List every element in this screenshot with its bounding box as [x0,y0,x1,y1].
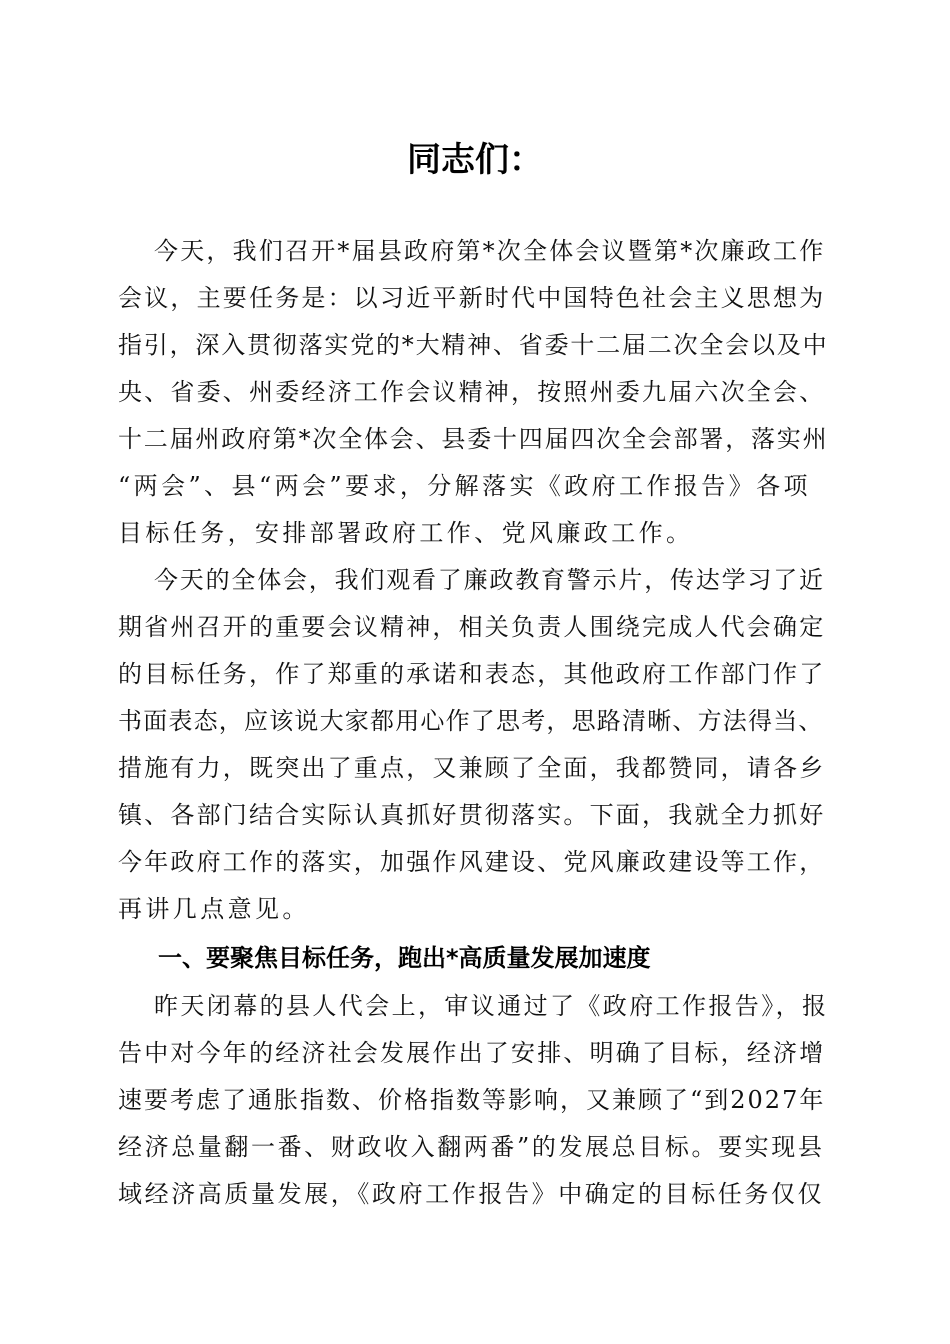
text-line: 再讲几点意见。 [118,895,310,923]
text-line: 镇、各部门结合实际认真抓好贯彻落实。下面，我就全力抓好 [118,801,826,829]
text-line: 目标任务，安排部署政府工作、党风廉政工作。 [118,519,694,547]
text-line: 告中对今年的经济社会发展作出了安排、明确了目标，经济增 [118,1039,826,1067]
text-line: 今天，我们召开*届县政府第*次全体会议暨第*次廉政工作 [154,237,826,265]
paragraph-2 [118,557,824,933]
text-line: 指引，深入贯彻落实党的*大精神、省委十二届二次全会以及中 [118,331,829,359]
document-title: 同志们： [407,140,543,180]
paragraph-1 [118,228,829,557]
text-line: 书面表态，应该说大家都用心作了思考，思路清晰、方法得当、 [118,707,824,735]
text-line: 期省州召开的重要会议精神，相关负责人围绕完成人代会确定 [118,613,826,641]
section-heading: 一、要聚焦目标任务，跑出*高质量发展加速度 [158,944,651,972]
text-line: 今天的全体会，我们观看了廉政教育警示片，传达学习了近 [154,566,825,594]
text-line: 会议，主要任务是：以习近平新时代中国特色社会主义思想为 [118,284,826,312]
text-line: 域经济高质量发展，《政府工作报告》中确定的目标任务仅仅 [118,1180,825,1208]
document-body [118,228,829,1218]
paragraph-3 [118,983,829,1218]
text-line: 央、省委、州委经济工作会议精神，按照州委九届六次全会、 [118,378,826,406]
text-line: 的目标任务，作了郑重的承诺和表态，其他政府工作部门作了 [118,660,826,688]
text-line: 今年政府工作的落实，加强作风建设、党风廉政建设等工作， [118,848,826,876]
text-line: 速要考虑了通胀指数、价格指数等影响，又兼顾了“到2027年 [118,1086,826,1114]
text-line: 十二届州政府第*次全体会、县委十四届四次全会部署，落实州 [118,425,829,453]
text-line: 经济总量翻一番、财政收入翻两番”的发展总目标。要实现县 [118,1133,825,1161]
text-line: 措施有力，既突出了重点，又兼顾了全面，我都赞同，请各乡 [118,754,826,782]
text-line: 昨天闭幕的县人代会上，审议通过了《政府工作报告》，报 [154,992,829,1020]
text-line: “两会”、县“两会”要求，分解落实《政府工作报告》各项 [118,472,811,500]
